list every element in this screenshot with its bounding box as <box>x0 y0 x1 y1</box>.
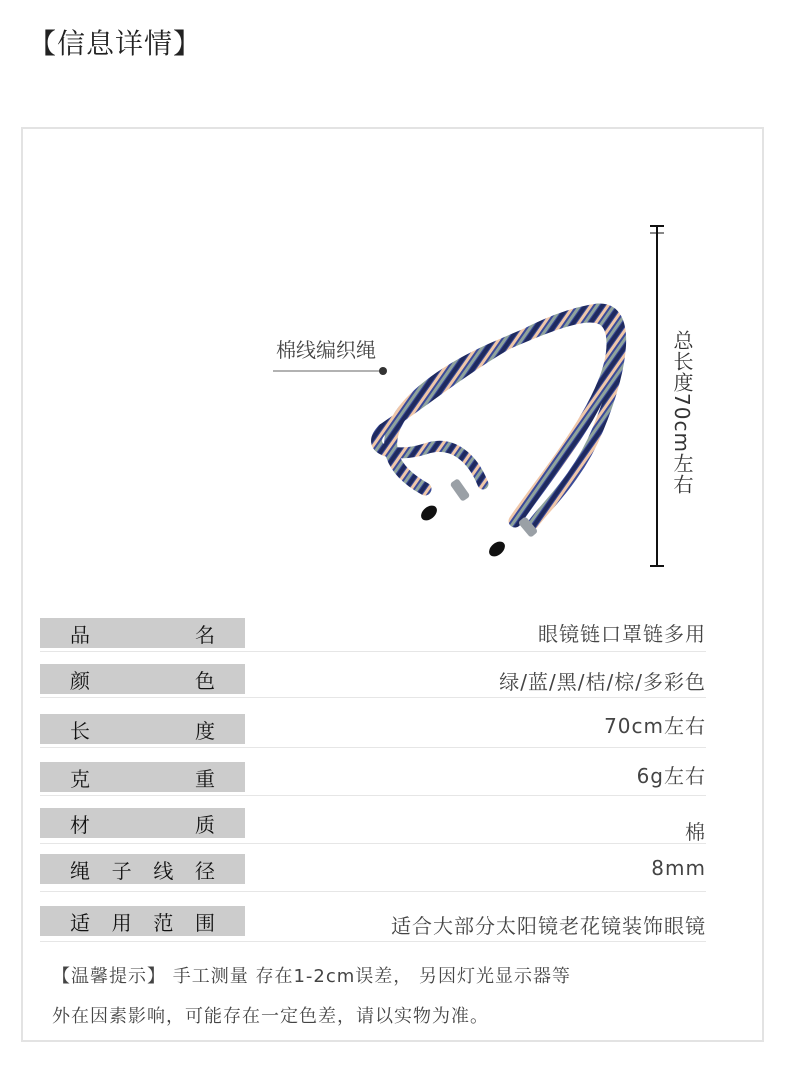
spec-value: 适合大部分太阳镜老花镜装饰眼镜 <box>391 914 706 938</box>
spec-key: 绳 子 线 径 <box>40 854 245 884</box>
spec-key: 适 用 范 围 <box>40 906 245 936</box>
spec-row-material <box>40 808 706 844</box>
spec-row-color <box>40 664 706 698</box>
spec-key: 长 度 <box>40 714 245 744</box>
spec-key: 克 重 <box>40 762 245 792</box>
spec-row-weight <box>40 760 706 796</box>
spec-key: 颜 色 <box>40 664 245 694</box>
dimension-line <box>650 226 664 566</box>
spec-row-length <box>40 712 706 748</box>
tip-line-1: 【温馨提示】 手工测量 存在1-2cm误差， 另因灯光显示器等 <box>52 966 571 987</box>
product-info-card <box>21 127 764 1042</box>
dimension-label: 总长度70cm左右 <box>670 330 694 495</box>
spec-value: 眼镜链口罩链多用 <box>538 622 706 646</box>
spec-row-cord-diameter <box>40 854 706 892</box>
spec-key: 材 质 <box>40 808 245 838</box>
callout-dot <box>379 367 387 375</box>
spec-row-usage <box>40 906 706 942</box>
spec-value: 棉 <box>685 820 706 844</box>
spec-key: 品 名 <box>40 618 245 648</box>
spec-value: 70cm左右 <box>604 714 706 738</box>
spec-value: 6g左右 <box>636 764 706 788</box>
callout-label: 棉线编织绳 <box>276 338 376 362</box>
page-title: 【信息详情】 <box>28 27 203 60</box>
spec-value: 绿/蓝/黑/桔/棕/多彩色 <box>499 670 706 694</box>
product-image <box>23 129 762 1040</box>
tip-line-2: 外在因素影响，可能存在一定色差，请以实物为准。 <box>52 1006 489 1027</box>
spec-value: 8mm <box>651 856 706 880</box>
spec-row-name <box>40 618 706 652</box>
